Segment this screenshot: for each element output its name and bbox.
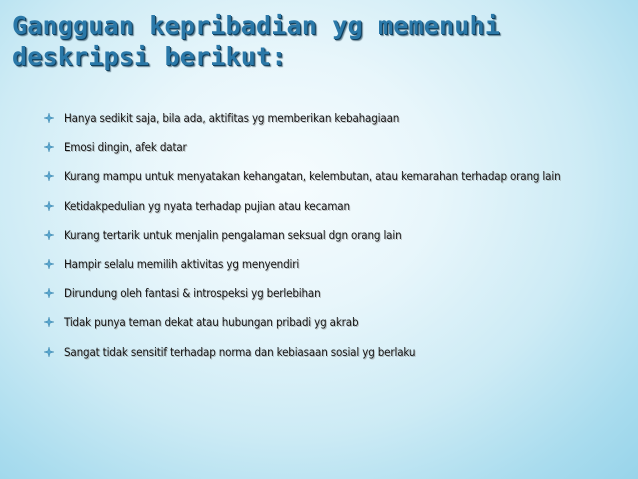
bullet-item: [0, 284, 620, 313]
bullet-item: [0, 226, 620, 255]
four-point-star-icon: [44, 142, 54, 152]
four-point-star-icon: [44, 259, 54, 269]
bullet-list: [0, 109, 620, 372]
bullet-item: [0, 138, 620, 167]
bullet-item: [0, 167, 620, 196]
four-point-star-icon: [44, 288, 54, 298]
bullet-text: Hanya sedikit saja, bila ada, aktifitas yg memberikan kebahagiaan: [64, 111, 400, 125]
slide-title: Gangguan kepribadian yg memenuhi deskripsi berikut:: [12, 11, 501, 71]
bullet-text: Kurang tertarik untuk menjalin pengalaman seksual dgn orang lain: [64, 227, 402, 242]
four-point-star-icon: [44, 347, 54, 357]
bullet-text: Dirundung oleh fantasi & introspeksi yg berlebihan: [64, 286, 321, 301]
bullet-text: Kurang mampu untuk menyatakan kehangatan, kelembutan, atau kemarahan terhadap orang lain: [64, 169, 561, 184]
bullet-text: Sangat tidak sensitif terhadap norma dan kebiasaan sosial yg berlaku: [64, 344, 416, 359]
bullet-item: [0, 343, 620, 372]
four-point-star-icon: [44, 230, 54, 240]
bullet-text: Ketidakpedulian yg nyata terhadap pujian atau kecaman: [64, 198, 350, 213]
four-point-star-icon: [44, 317, 54, 327]
bullet-item: [0, 109, 620, 138]
four-point-star-icon: [44, 201, 54, 211]
bullet-item: [0, 197, 620, 226]
bullet-item: [0, 313, 620, 342]
bullet-item: [0, 255, 620, 284]
bullet-text: Tidak punya teman dekat atau hubungan pribadi yg akrab: [64, 315, 359, 330]
four-point-star-icon: [44, 171, 54, 181]
bullet-text: Emosi dingin, afek datar: [64, 140, 187, 155]
bullet-text: Hampir selalu memilih aktivitas yg menyendiri: [64, 256, 300, 271]
four-point-star-icon: [44, 113, 54, 123]
